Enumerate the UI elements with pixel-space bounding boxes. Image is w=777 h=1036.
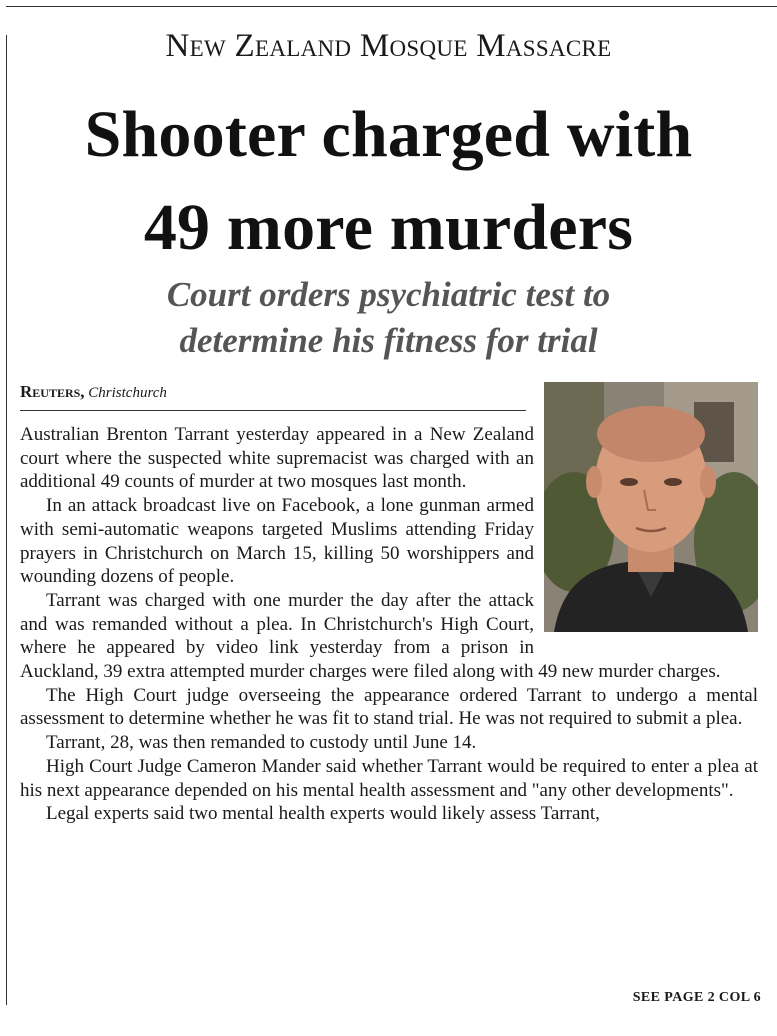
paragraph-3: Tarrant was charged with one murder the day after the attack and was remanded without a plea. In Christchurch's High Court, where he appeared by video link yesterday from a prison in Auckland, 39 extra attempted murder charges were filed along with 49 new murder charges. <box>20 589 721 683</box>
byline-location: Christchurch <box>88 385 167 401</box>
paragraph-7: Legal experts said two mental health experts would likely assess Tarrant, <box>46 803 600 825</box>
headline-line-1: Shooter charged with <box>84 98 693 171</box>
paragraph-6: High Court Judge Cameron Mander said whether Tarrant would be required to enter a plea at his next appearance depended on his mental health assessment and "any other developments". <box>20 755 758 801</box>
headline <box>0 88 777 274</box>
jump-line[interactable]: SEE PAGE 2 COL 6 <box>632 990 761 1005</box>
article-body <box>20 423 758 826</box>
kicker: New Zealand Mosque Massacre <box>165 28 612 64</box>
paragraph-5: Tarrant, 28, was then remanded to custody until June 14. <box>46 732 477 754</box>
byline-agency: Reuters, <box>20 382 85 401</box>
headline-line-2: 49 more murders <box>143 191 634 264</box>
frame-top-rule <box>6 6 777 7</box>
paragraph-1: Australian Brenton Tarrant yesterday appeared in a New Zealand court where the suspected white supremacist was charged with an additional 49 counts of murder at two mosques last month. <box>20 424 534 493</box>
paragraph-4: The High Court judge overseeing the appearance ordered Tarrant to undergo a mental assessment to determine whether he was fit to stand trial. He was not required to submit a plea. <box>20 684 758 730</box>
subheadline-line-2: determine his fitness for trial <box>179 321 598 360</box>
subheadline <box>0 272 777 364</box>
subheadline-line-1: Court orders psychiatric test to <box>166 275 611 314</box>
paragraph-2: In an attack broadcast live on Facebook, a lone gunman armed with semi-automatic weapons targeted Muslims attending Friday prayers in Christchurch on March 15, killing 50 worshippers and wounding dozens of people. <box>20 495 534 588</box>
byline <box>20 380 167 405</box>
byline-rule <box>20 410 526 411</box>
photo-spacer <box>534 423 758 639</box>
